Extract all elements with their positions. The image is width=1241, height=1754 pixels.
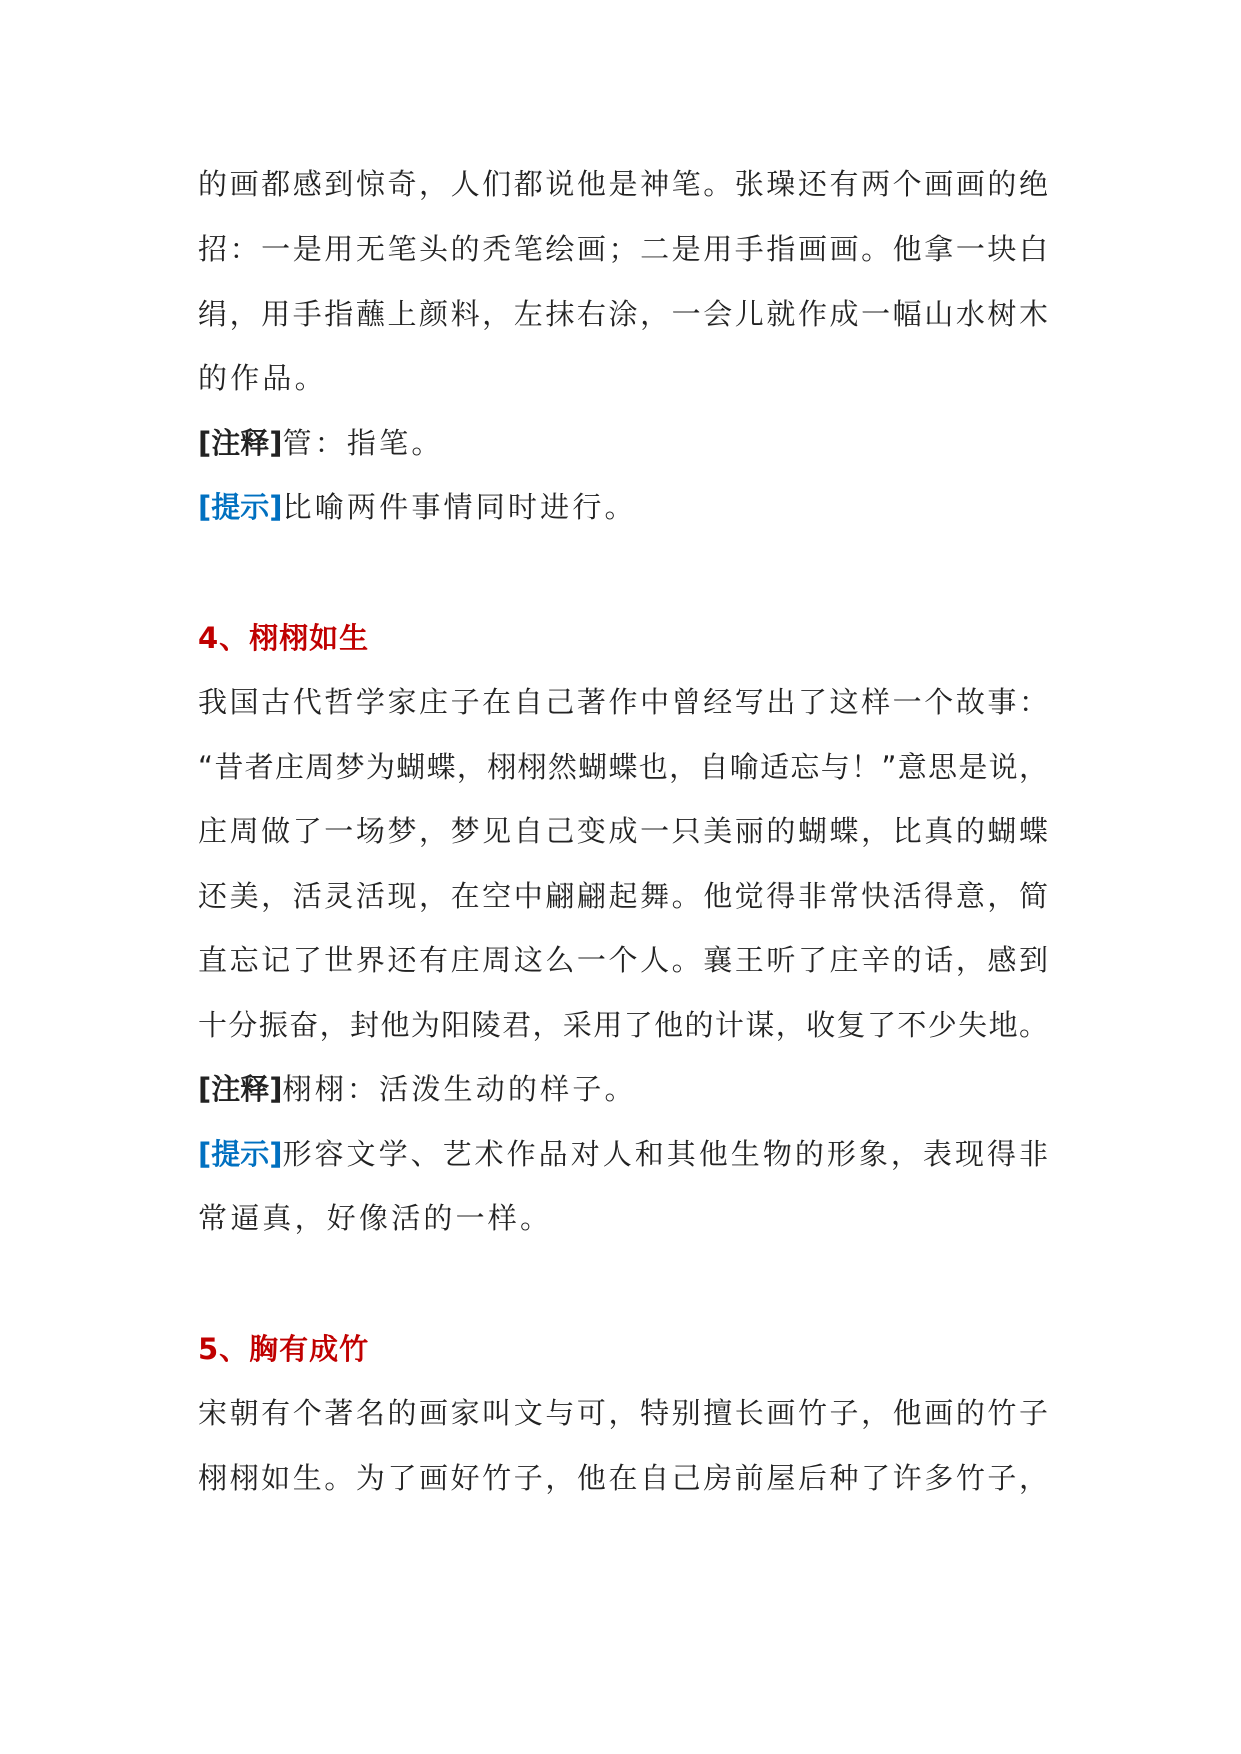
note-text: 栩栩：活泼生动的样子。 xyxy=(282,1072,637,1106)
note-tag: [注释] xyxy=(198,1072,283,1106)
note-tag: [注释] xyxy=(198,426,283,460)
note-line xyxy=(198,423,1048,463)
paragraph-line: 的画都感到惊奇，人们都说他是神笔。张璪还有两个画画的绝 xyxy=(198,167,1048,201)
tip-text: 比喻两件事情同时进行。 xyxy=(282,490,637,524)
tip-tag: [提示] xyxy=(198,1137,283,1171)
paragraph-line: 十分振奋，封他为阳陵君，采用了他的计谋，收复了不少失地。 xyxy=(198,1008,1048,1042)
tip-line xyxy=(198,487,1048,527)
paragraph-line: 栩栩如生。为了画好竹子，他在自己房前屋后种了许多竹子， xyxy=(198,1461,1048,1495)
section-heading: 5、胸有成竹 xyxy=(198,1332,370,1366)
paragraph-line: “昔者庄周梦为蝴蝶，栩栩然蝴蝶也，自喻适忘与！”意思是说， xyxy=(198,750,1048,784)
paragraph-line: 直忘记了世界还有庄周这么一个人。襄王听了庄辛的话，感到 xyxy=(198,943,1048,977)
tip-text: 形容文学、艺术作品对人和其他生物的形象，表现得非 xyxy=(282,1137,1048,1171)
tip-line xyxy=(198,1134,1048,1174)
paragraph-line: 的作品。 xyxy=(198,361,327,395)
tip-text-continued: 常逼真，好像活的一样。 xyxy=(198,1201,553,1235)
tip-tag: [提示] xyxy=(198,490,283,524)
paragraph-line: 我国古代哲学家庄子在自己著作中曾经写出了这样一个故事： xyxy=(198,685,1048,719)
note-text: 管：指笔。 xyxy=(282,426,444,460)
section-heading: 4、栩栩如生 xyxy=(198,621,370,655)
paragraph-line: 招：一是用无笔头的秃笔绘画；二是用手指画画。他拿一块白 xyxy=(198,232,1048,266)
paragraph-line: 庄周做了一场梦，梦见自己变成一只美丽的蝴蝶，比真的蝴蝶 xyxy=(198,814,1048,848)
paragraph-line: 宋朝有个著名的画家叫文与可，特别擅长画竹子，他画的竹子 xyxy=(198,1396,1048,1430)
note-line xyxy=(198,1069,1048,1109)
paragraph-line: 绢，用手指蘸上颜料，左抹右涂，一会儿就作成一幅山水树木 xyxy=(198,297,1048,331)
paragraph-line: 还美，活灵活现，在空中翩翩起舞。他觉得非常快活得意，简 xyxy=(198,879,1048,913)
